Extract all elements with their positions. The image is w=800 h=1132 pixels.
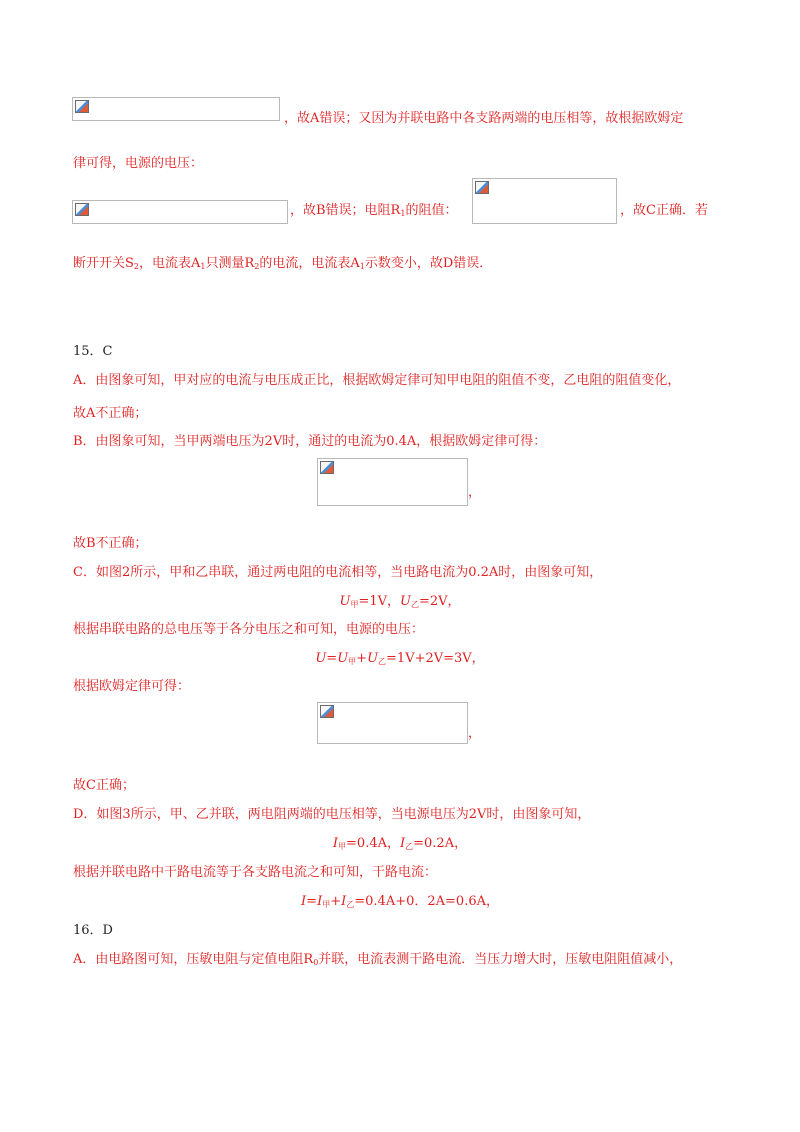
subscript: 0 [313, 958, 319, 967]
formula-image-4 [317, 458, 468, 506]
text-line: D．如图3所示，甲、乙并联，两电阻两端的电压相等，当电源电压为2V时，由图象可知， [73, 807, 591, 822]
subscript: 甲 [322, 900, 331, 909]
text-part: =0.2A， [413, 836, 468, 851]
subscript: 甲 [348, 657, 357, 666]
text-line: A．由图象可知，甲对应的电流与电压成正比，根据欧姆定律可知甲电阻的阻值不变，乙电阻的阻值变化， [73, 373, 681, 388]
text-part: =1V， [358, 594, 400, 609]
text-line: 根据欧姆定律可得： [73, 679, 191, 694]
text-part: 示数变小，故D错误． [364, 256, 493, 271]
text-line: ，故C正确．若 [620, 203, 708, 218]
text-line [290, 202, 457, 223]
symbol: U [339, 594, 351, 609]
formula-image-5 [317, 702, 468, 744]
subscript: 乙 [346, 900, 355, 909]
broken-image-icon [75, 203, 89, 216]
subscript: 1 [400, 209, 406, 218]
text-part: A．由电路图可知，压敏电阻与定值电阻R [73, 952, 314, 967]
subscript: 甲 [350, 600, 359, 609]
text-part: 的电流，电流表A [259, 256, 360, 271]
symbol: U [400, 594, 411, 609]
equation-line [0, 593, 800, 614]
formula-image-1 [72, 97, 280, 121]
symbol: I [317, 894, 323, 909]
symbol: I [301, 894, 307, 909]
text-line: 故B不正确； [73, 536, 148, 551]
text-line: C．如图2所示，甲和乙串联，通过两电阻的电流相等，当电路电流为0.2A时，由图象可知， [73, 565, 603, 580]
text-part: + [356, 651, 368, 666]
text-part: = [326, 651, 338, 666]
text-line: 律可得，电源的电压： [73, 156, 204, 171]
symbol: I [400, 836, 406, 851]
text-line: B．由图象可知，当甲两端电压为2V时，通过的电流为0.4A，根据欧姆定律可得： [73, 434, 547, 449]
symbol: U [337, 651, 349, 666]
subscript: 2 [133, 262, 139, 271]
symbol: I [341, 894, 347, 909]
text-part: ，故B错误；电阻R [290, 203, 401, 218]
question-heading: 16．D [73, 923, 113, 938]
text-line: ， [468, 485, 482, 500]
subscript: 2 [254, 262, 260, 271]
text-line: 故C正确； [73, 778, 135, 793]
text-line: 根据串联电路的总电压等于各分电压之和可知，电源的电压： [73, 622, 425, 637]
broken-image-icon [75, 100, 89, 113]
text-part: + [330, 894, 342, 909]
broken-image-icon [320, 461, 334, 474]
text-line: 故A不正确； [73, 406, 148, 421]
broken-image-icon [320, 705, 334, 718]
text-part: 的阻值： [405, 203, 458, 218]
broken-image-icon [475, 181, 489, 194]
subscript: 乙 [378, 657, 387, 666]
text-line [73, 255, 492, 276]
text-line: ， [468, 726, 482, 741]
text-line: 根据并联电路中干路电流等于各支路电流之和可知，干路电流： [73, 865, 438, 880]
text-part: =0.4A+0．2A=0.6A， [354, 894, 499, 909]
subscript: 乙 [405, 842, 414, 851]
formula-image-2 [72, 200, 288, 224]
text-part: =0.4A， [346, 836, 400, 851]
equation-line [0, 835, 800, 856]
text-part: =1V+2V=3V， [386, 651, 485, 666]
text-part: = [306, 894, 318, 909]
subscript: 乙 [410, 600, 419, 609]
symbol: U [367, 651, 379, 666]
equation-line [0, 893, 800, 914]
text-line [73, 951, 682, 972]
text-part: 只测量R [205, 256, 255, 271]
text-part: =2V， [418, 594, 461, 609]
formula-image-3 [472, 178, 617, 224]
question-heading: 15．C [73, 344, 113, 359]
text-part: 并联，电流表测干路电流．当压力增大时，压敏电阻阻值减小， [318, 952, 683, 967]
text-part: ，电流表A [139, 256, 201, 271]
text-line: ，故A错误；又因为并联电路中各支路两端的电压相等，故根据欧姆定 [284, 111, 684, 126]
symbol: U [315, 651, 327, 666]
subscript: 1 [359, 262, 365, 271]
symbol: I [332, 836, 339, 851]
text-part: 断开开关S [73, 256, 134, 271]
equation-line [0, 650, 800, 671]
subscript: 1 [200, 262, 206, 271]
subscript: 甲 [338, 842, 347, 851]
